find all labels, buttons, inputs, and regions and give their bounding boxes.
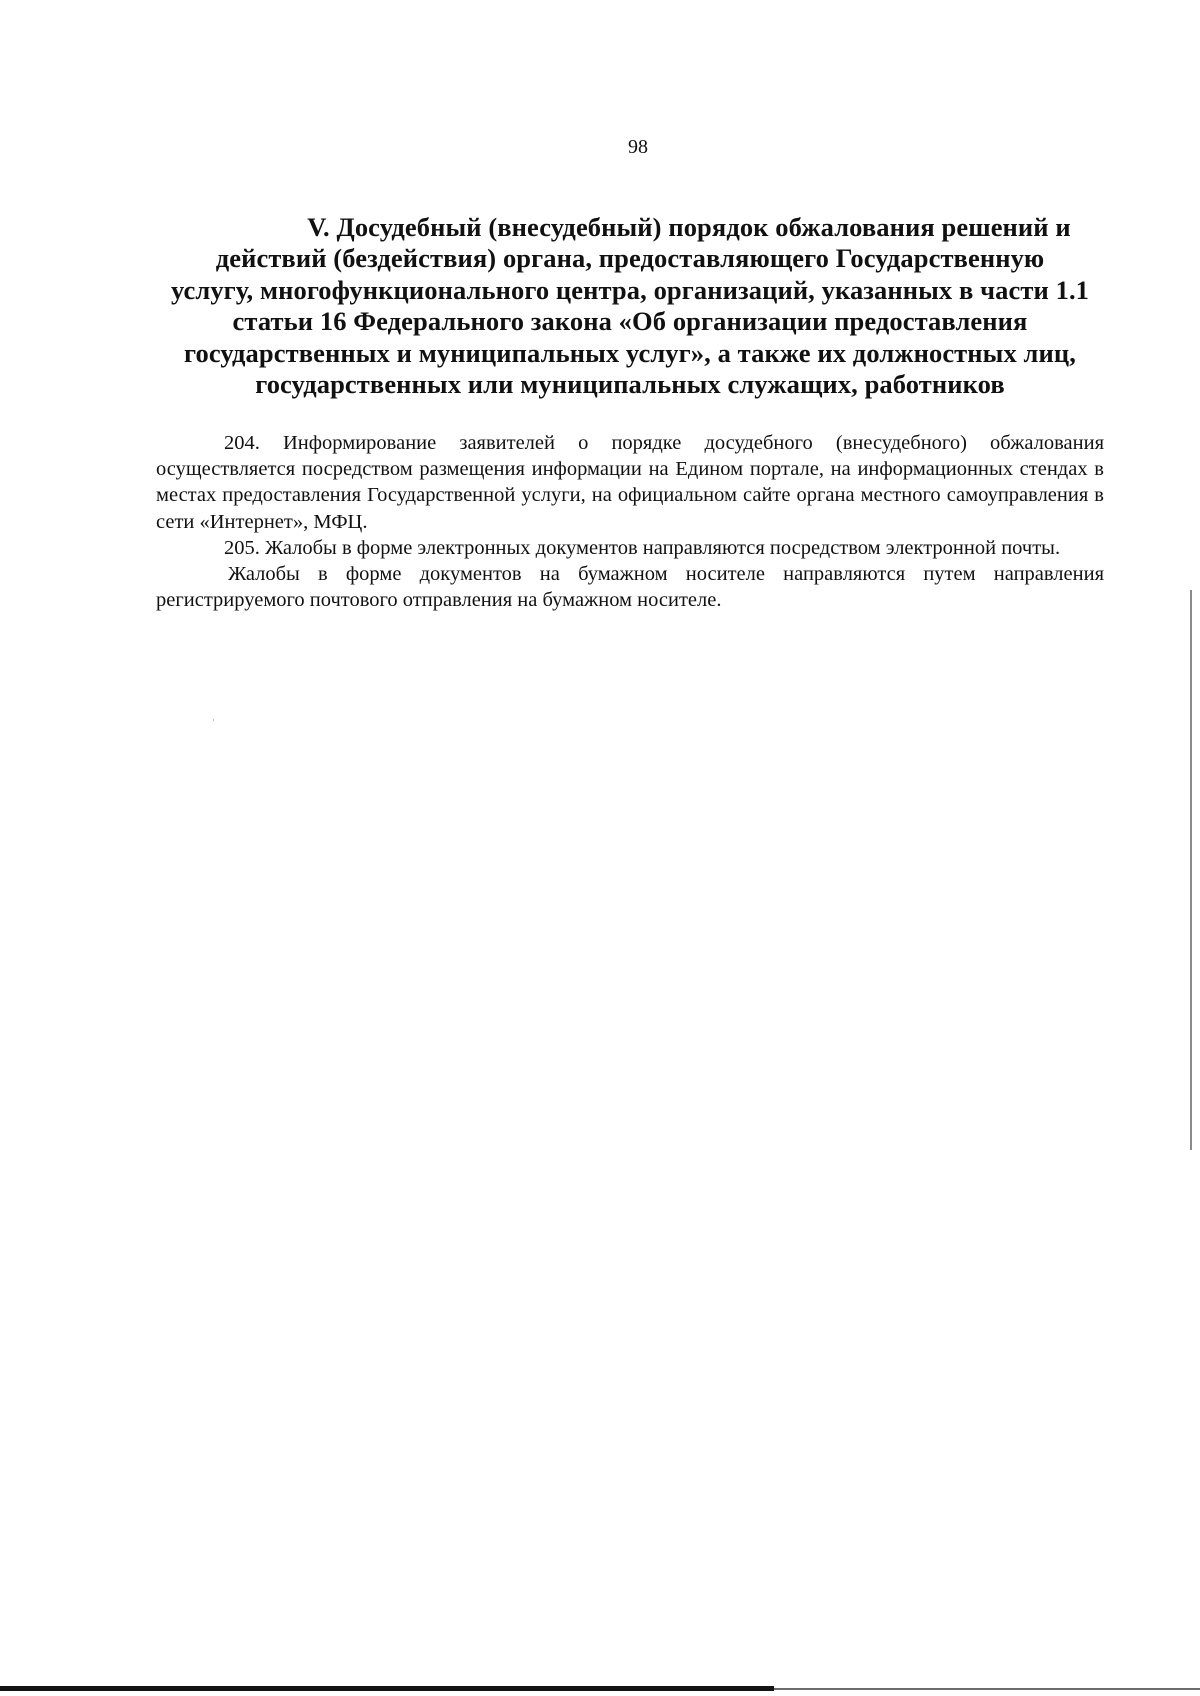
document-body — [156, 430, 1104, 613]
section-title-line: государственных или муниципальных служащих, работников — [255, 369, 1005, 400]
paragraph-205-continuation: Жалобы в форме документов на бумажном носителе направляются путем направления регистрируемого почтового отправления на бумажном носителе. — [156, 563, 1104, 612]
scan-bottom-edge-tail — [774, 1688, 1200, 1690]
section-title — [150, 212, 1110, 400]
scan-edge-line — [1190, 590, 1192, 1150]
scan-speck — [213, 719, 214, 721]
section-title-line: государственных и муниципальных услуг», а также их должностных лиц, — [184, 337, 1076, 368]
section-title-line: статьи 16 Федерального закона «Об организации предоставления — [232, 306, 1028, 337]
paragraph-205: 205. Жалобы в форме электронных документов направляются посредством электронной почты. — [224, 536, 1061, 559]
scan-bottom-edge — [0, 1686, 774, 1691]
page-number: 98 — [628, 136, 648, 158]
section-title-line: услугу, многофункционального центра, организаций, указанных в части 1.1 — [170, 274, 1090, 305]
section-title-line: V. Досудебный (внесудебный) порядок обжалования решений и — [307, 212, 1071, 242]
paragraph-204: 204. Информирование заявителей о порядке досудебного (внесудебного) обжалования осуществляется посредством размещения информации на Едином портале, на информационных стендах в местах предоставления Государственной услуги, на официальном сайте органа местного самоуправления в сети «Интернет», МФЦ. — [156, 432, 1104, 533]
section-title-line: действий (бездействия) органа, предоставляющего Государственную — [215, 243, 1045, 274]
